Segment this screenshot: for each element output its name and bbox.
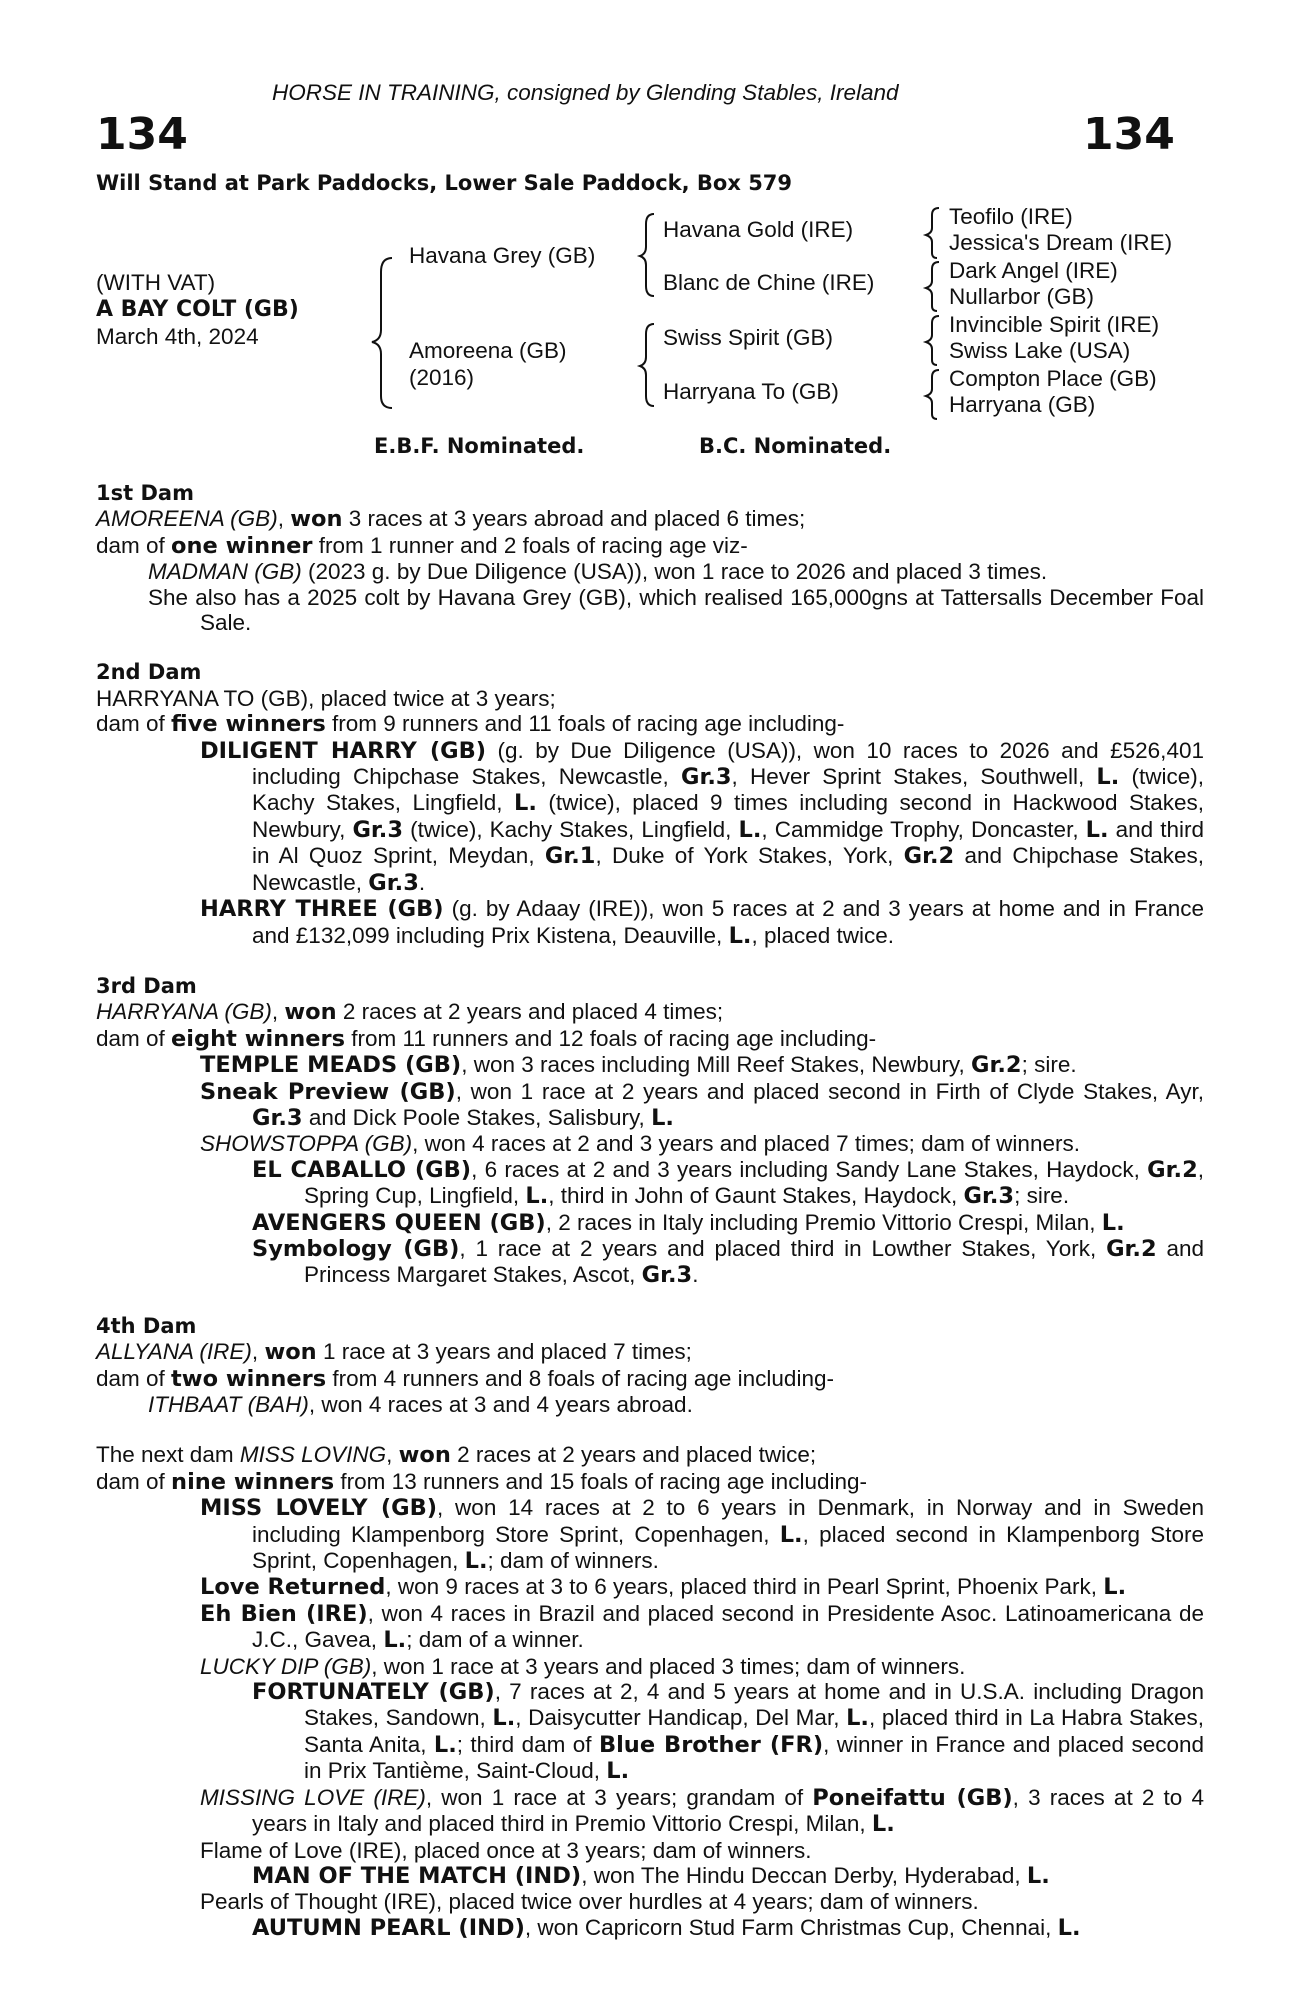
bold-text: HARRY THREE (GB) [200,896,444,923]
text: (g. by Due Diligence (USA)), won 10 races to 2026 and £526,401 including Chipchase Stakes, Newcastle, [252,737,1204,790]
gen3-5: Invincible Spirit (IRE) [949,312,1160,337]
bold-text: L. [1085,816,1109,843]
bold-text: one winner [171,532,313,559]
gen3-3: Dark Angel (IRE) [949,258,1118,283]
bold-text: Gr.3 [368,869,419,896]
text: ; sire. [1021,1052,1077,1078]
brace-harryana-to [926,370,939,419]
bold-text: EL CABALLO (GB) [252,1156,472,1183]
text: from 4 runners and 8 foals of racing age including- [326,1365,834,1391]
text: and third in Al Quoz Sprint, Meydan, [252,816,1204,869]
text: (2023 g. by Due Diligence (USA)), won 1 race to 2026 and placed 3 times. [301,559,1048,585]
entry-line [96,559,1204,584]
entry-line [96,896,1204,949]
bold-text: MISS LOVELY (GB) [200,1495,438,1522]
entry-line [96,1079,1204,1132]
text: dam of [96,532,172,558]
entry-line [96,506,1204,532]
italic-text: ALLYANA (IRE) [96,1339,252,1365]
text: , 2 races in Italy including Premio Vittorio Crespi, Milan, [545,1209,1102,1235]
bold-text: won [290,506,343,533]
text: (twice), Kachy Stakes, Lingfield, [252,764,1205,816]
italic-text: LUCKY DIP (GB) [200,1653,372,1679]
text: (g. by Adaay (IRE)), won 5 races at 2 and 3 years at home and in France and £132,099 including Prix Kistena, Deauville, [252,896,1204,948]
text: HARRYANA TO (GB), placed twice at 3 years; [96,685,556,711]
main-brace [372,258,392,408]
section-3rd-dam [96,974,1204,1289]
text: , Hever Sprint Stakes, Southwell, [731,764,1097,790]
brace-havana-gold [926,208,939,258]
text: , won 1 race at 2 years and placed second in Firth of Clyde Stakes, Ayr, [455,1078,1204,1104]
text: ; sire. [1014,1183,1070,1209]
text: 2 races at 2 years and placed twice; [450,1442,817,1468]
bold-text: Gr.2 [1147,1156,1198,1183]
entry-line [96,1654,1204,1679]
section-title: 1st Dam [96,481,194,505]
lot-number-right: 134 [1083,109,1175,160]
bold-text: five winners [171,711,326,738]
sire-sire-name: Havana Gold (IRE) [663,217,854,242]
bold-text: DILIGENT HARRY (GB) [200,737,487,764]
text: , won 4 races at 2 and 3 years and placed 7 times; dam of winners. [412,1131,1080,1157]
entry-line [96,1469,1204,1495]
text: ; dam of a winner. [406,1627,584,1653]
text: , [271,999,285,1025]
bold-text: L. [1057,1914,1081,1941]
text: , Daisycutter Handicap, Del Mar, [515,1705,847,1731]
text: , [386,1442,399,1468]
bold-text: nine winners [171,1468,335,1495]
bold-text: two winners [171,1365,327,1392]
italic-text: MISSING LOVE (IRE) [200,1784,426,1810]
entry-line [96,999,1204,1025]
stand-location: Will Stand at Park Paddocks, Lower Sale Paddock, Box 579 [96,171,793,195]
bold-text: Gr.2 [903,843,955,870]
dam-name: Amoreena (GB) [409,338,567,363]
bold-text: eight winners [171,1025,346,1052]
gen3-8: Harryana (GB) [949,392,1096,417]
bold-text: L. [728,922,752,949]
entry-line [96,1601,1204,1654]
text: , [277,506,291,532]
entry-line [96,1495,1204,1574]
bold-text: Gr.3 [680,764,732,791]
text: and Chipchase Stakes, Newcastle, [252,843,1204,895]
bc-nomination: B.C. Nominated. [699,434,892,458]
section-2nd-dam [96,660,1204,948]
brace-swiss-spirit [926,316,939,365]
text: , 6 races at 2 and 3 years including Sandy Lane Stakes, Haydock, [471,1156,1148,1182]
text: She also has a 2025 colt by Havana Grey (GB), which realised 165,000gns at Tattersalls December Foal Sale. [148,584,1204,636]
gen3-6: Swiss Lake (USA) [949,338,1131,363]
text: 3 races at 3 years abroad and placed 6 times; [342,506,806,532]
italic-text: AMOREENA (GB) [96,506,278,532]
text: , Spring Cup, Lingfield, [304,1156,1204,1209]
entry-line [96,1889,1204,1914]
entry-line [96,1574,1204,1600]
bold-text: Blue Brother (FR) [598,1731,824,1758]
text: , won 3 races including Mill Reef Stakes, Newbury, [461,1052,972,1078]
text: , won 9 races at 3 to 6 years, placed third in Pearl Sprint, Phoenix Park, [385,1574,1104,1600]
bold-text: AVENGERS QUEEN (GB) [252,1209,546,1236]
bold-text: L. [871,1811,895,1838]
entry-line [96,1157,1204,1210]
entry-line [96,1366,1204,1392]
bold-text: L. [383,1627,407,1654]
sire-name: Havana Grey (GB) [409,243,596,268]
section-title: 3rd Dam [96,973,197,998]
entry-line [96,1785,1204,1838]
bold-text: L. [1096,764,1120,791]
dam-sire-name: Swiss Spirit (GB) [663,325,834,350]
text: dam of [96,711,172,737]
text: (twice), Kachy Stakes, Lingfield, [403,816,739,842]
bold-text: L. [738,816,762,843]
bold-text: Gr.3 [641,1262,693,1289]
text: , third in John of Gaunt Stakes, Haydock, [548,1183,964,1209]
text: , won The Hindu Deccan Derby, Hyderabad, [581,1862,1027,1888]
entry-line [96,711,1204,737]
bold-text: Gr.1 [544,843,596,870]
text: , placed second in Klampenborg Store Sprint, Copenhagen, [252,1521,1204,1574]
text: 1 race at 3 years and placed 7 times; [316,1339,692,1365]
foaling-date: March 4th, 2024 [96,324,259,349]
text: . [418,869,426,895]
entry-line [96,1236,1204,1289]
bold-text: L. [651,1104,674,1131]
text: Flame of Love (IRE), placed once at 3 years; dam of winners. [200,1837,812,1863]
entry-line [96,1863,1204,1889]
text: from 13 runners and 15 foals of racing age including- [334,1468,867,1494]
text: , 3 races at 2 to 4 years in Italy and placed third in Premio Vittorio Crespi, Milan, [252,1784,1204,1837]
entry-line [96,1679,1204,1785]
entry-line [96,1131,1204,1156]
text: . [692,1262,699,1288]
bold-text: Love Returned [200,1574,386,1601]
text: from 1 runner and 2 foals of racing age viz- [312,532,748,558]
bold-text: L. [1101,1209,1125,1236]
bold-text: AUTUMN PEARL (IND) [252,1914,525,1941]
text: , won 14 races at 2 to 6 years in Denmark, in Norway and in Sweden including Klampenborg Store Sprint, Copenhagen, [252,1495,1204,1547]
horse-name: A BAY COLT (GB) [96,297,299,322]
gen3-7: Compton Place (GB) [949,366,1157,391]
text: , winner in France and placed second in Prix Tantième, Saint-Cloud, [304,1731,1204,1784]
text: ; dam of winners. [487,1548,659,1574]
italic-text: MISS LOVING [239,1442,387,1468]
bold-text: Sneak Preview (GB) [200,1078,456,1105]
consignment-heading: HORSE IN TRAINING, consigned by Glending Stables, Ireland [272,80,899,105]
text: , placed third in La Habra Stakes, Santa Anita, [304,1705,1204,1757]
dam-brace [640,324,654,406]
entry-line [96,533,1204,559]
text: dam of [96,1025,172,1051]
italic-text: HARRYANA (GB) [96,999,272,1025]
bold-text: won [398,1442,451,1469]
bold-text: L. [514,790,537,817]
text: , won 1 race at 3 years and placed 3 times; dam of winners. [371,1653,966,1679]
text: , [251,1339,265,1365]
dam-year: (2016) [409,365,475,390]
bold-text: Gr.2 [1106,1235,1157,1262]
bold-text: L. [492,1705,516,1732]
italic-text: MADMAN (GB) [148,559,302,585]
bold-text: Poneifattu (GB) [812,1784,1013,1811]
bold-text: L. [606,1758,630,1785]
bold-text: won [264,1339,317,1366]
entry-line [96,1026,1204,1052]
bold-text: Gr.3 [963,1183,1015,1210]
section-4th-dam [96,1314,1204,1418]
bold-text: Gr.2 [971,1052,1022,1079]
text: , won 1 race at 3 years; grandam of [425,1784,813,1810]
gen3-4: Nullarbor (GB) [949,284,1095,309]
gen3-1: Teofilo (IRE) [949,204,1073,229]
section-title: 4th Dam [96,1313,197,1338]
text: dam of [96,1468,172,1494]
bold-text: Eh Bien (IRE) [200,1600,368,1627]
text: , won Capricorn Stud Farm Christmas Cup, Chennai, [524,1914,1058,1940]
text: The next dam [96,1442,240,1468]
entry-line [96,1210,1204,1236]
entry-line [96,686,1204,711]
text: from 9 runners and 11 foals of racing age including- [325,711,845,737]
italic-text: ITHBAAT (BAH) [148,1392,309,1417]
bold-text: MAN OF THE MATCH (IND) [252,1862,582,1889]
section-title: 2nd Dam [96,660,202,685]
dam-dam-name: Harryana To (GB) [663,379,839,404]
entry-line [96,585,1204,636]
bold-text: L. [1026,1862,1050,1889]
sire-dam-name: Blanc de Chine (IRE) [663,270,875,295]
entry-line [96,1052,1204,1078]
text: , Cammidge Trophy, Doncaster, [761,816,1086,842]
italic-text: SHOWSTOPPA (GB) [200,1131,413,1157]
bold-text: L. [525,1183,549,1210]
bold-text: L. [433,1731,457,1758]
entry-line [96,1339,1204,1365]
bold-text: Gr.3 [352,816,403,843]
text: and Dick Poole Stakes, Salisbury, [302,1104,652,1130]
text: (twice), placed 9 times including second in Hackwood Stakes, Newbury, [252,790,1204,842]
bold-text: Symbology (GB) [252,1235,460,1262]
section-next-dam [96,1442,1204,1941]
text: ; third dam of [456,1731,599,1757]
text: Pearls of Thought (IRE), placed twice over hurdles at 4 years; dam of winners. [200,1889,979,1915]
text: , Duke of York Stakes, York, [595,843,904,869]
catalogue-sections [96,481,1204,1966]
text: dam of [96,1365,172,1391]
bold-text: Gr.3 [252,1104,303,1131]
vat-note: (WITH VAT) [96,270,216,295]
bold-text: won [284,999,337,1026]
gen3-2: Jessica's Dream (IRE) [949,230,1173,255]
bold-text: FORTUNATELY (GB) [252,1679,495,1706]
brace-blanc-de-chine [926,262,939,311]
sire-brace [640,214,654,296]
entry-line [96,1838,1204,1863]
text: , 7 races at 2, 4 and 5 years at home and in U.S.A. including Dragon Stakes, Sandown, [304,1679,1204,1731]
text: , won 4 races in Brazil and placed second in Presidente Asoc. Latinoamericana de J.C., Gavea, [252,1600,1204,1653]
text: 2 races at 2 years and placed 4 times; [336,999,724,1025]
text: , won 4 races at 3 and 4 years abroad. [308,1392,693,1417]
section-1st-dam [96,481,1204,635]
text: from 11 runners and 12 foals of racing age including- [345,1025,877,1051]
ebf-nomination: E.B.F. Nominated. [374,434,585,458]
bold-text: L. [779,1521,803,1548]
bold-text: L. [464,1548,488,1575]
entry-line [96,1915,1204,1941]
entry-line [96,1442,1204,1468]
text: , placed twice. [751,922,895,948]
bold-text: L. [846,1705,869,1732]
entry-line [96,738,1204,896]
entry-line [96,1392,1204,1417]
bold-text: TEMPLE MEADS (GB) [200,1052,462,1079]
bold-text: L. [1103,1574,1127,1601]
lot-number-left: 134 [96,109,188,160]
text: and Princess Margaret Stakes, Ascot, [304,1235,1204,1288]
text: , 1 race at 2 years and placed third in Lowther Stakes, York, [459,1235,1107,1261]
